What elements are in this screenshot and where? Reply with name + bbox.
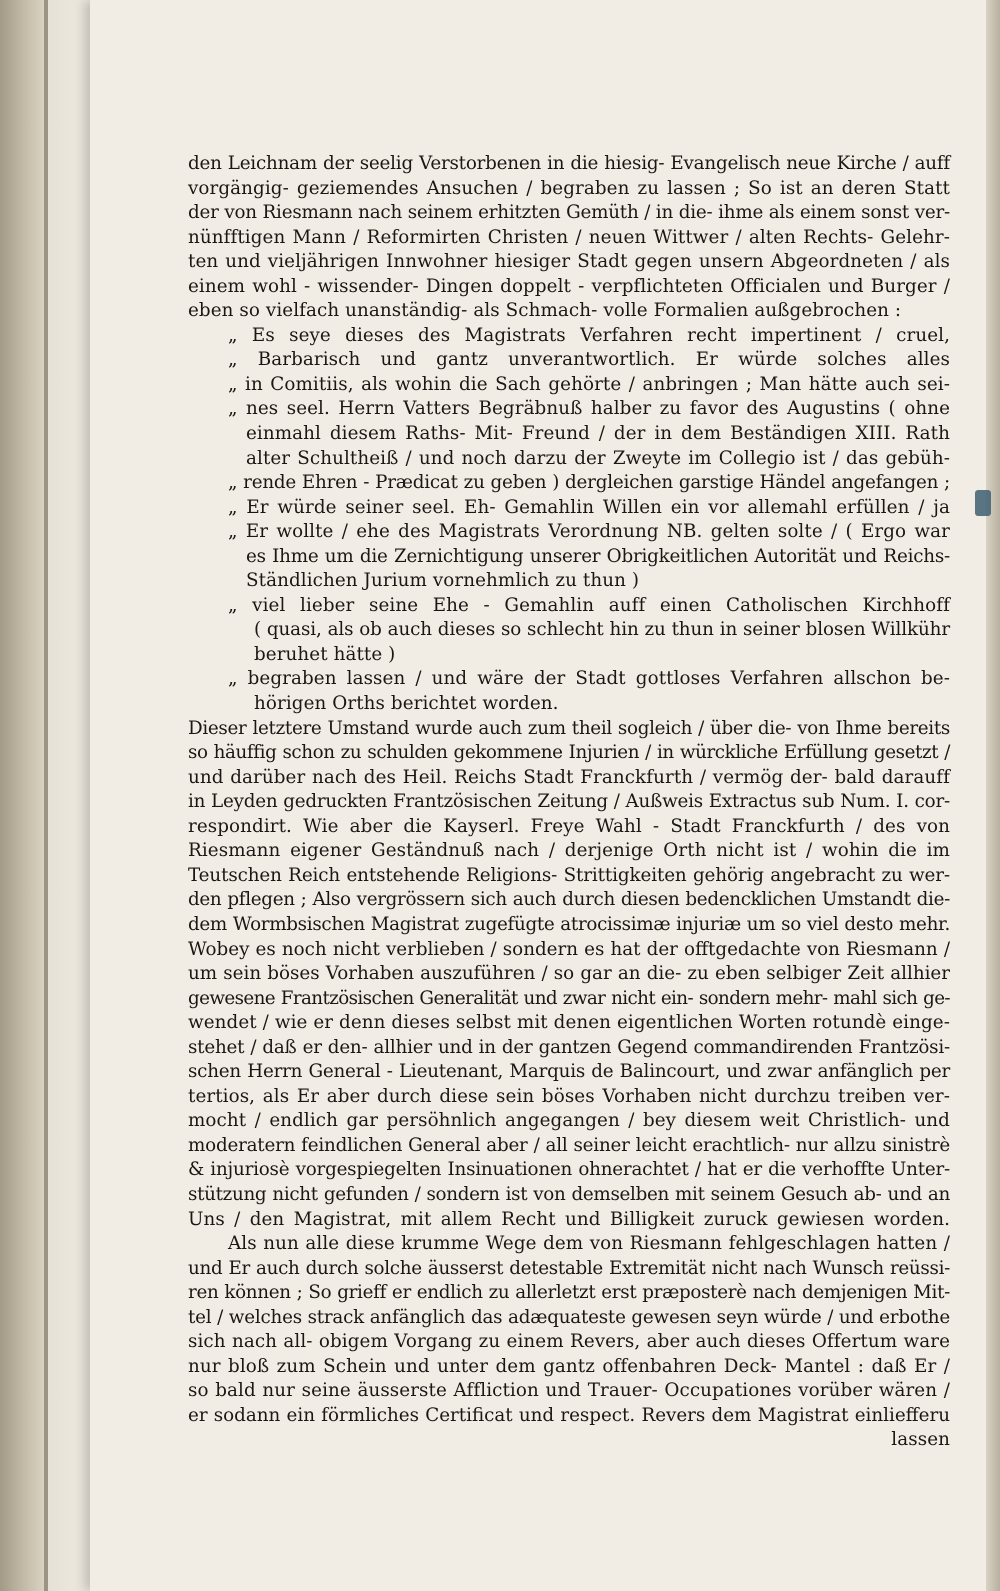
text-line: es Ihme um die Zernichtigung unserer Obrigkeitlichen Autorität und Reichs- xyxy=(246,545,950,567)
text-line: tel / welches strack anfänglich das adæquateste gewesen seyn würde / und erbothe xyxy=(188,1306,950,1328)
text-line: „ viel lieber seine Ehe - Gemahlin auff einen Catholischen Kirchhoff xyxy=(228,594,950,616)
text-line: wendet / wie er denn dieses selbst mit denen eigentlichen Worten rotundè einge- xyxy=(188,1012,950,1034)
text-line: ren können ; So grieff er endlich zu allerletzt erst præposterè nach demjenigen Mit- xyxy=(188,1282,950,1304)
text-line: „ in Comitiis, als wohin die Sach gehörte / anbringen ; Man hätte auch sei- xyxy=(228,373,950,395)
book-cover-rim xyxy=(44,0,48,1591)
text-line: Ständlichen Jurium vornehmlich zu thun ) xyxy=(246,570,640,592)
text-line: moderatern feindlichen General aber / all seiner leicht erachtlich- nur allzu sinistrè xyxy=(188,1134,950,1156)
text-line: dem Wormbsischen Magistrat zugefügte atrocissimæ injuriæ um so viel desto mehr. xyxy=(188,913,950,935)
text-line: „ Barbarisch und gantz unverantwortlich. Er würde solches alles xyxy=(228,349,950,371)
color-marker xyxy=(975,490,991,516)
text-line: stützung nicht gefunden / sondern ist von demselben mit seinem Gesuch ab- und an xyxy=(188,1183,950,1205)
text-line: Uns / den Magistrat, mit allem Recht und Billigkeit zuruck gewiesen worden. xyxy=(188,1208,950,1230)
text-line: mocht / endlich gar persöhnlich angegangen / bey diesem weit Christlich- und xyxy=(188,1110,950,1132)
catchword: lassen xyxy=(891,1429,950,1451)
text-line: hörigen Orths berichtet worden. xyxy=(254,693,559,715)
text-line: und Er auch durch solche äusserst detestable Extremität nicht nach Wunsch reüssi- xyxy=(188,1257,950,1279)
page-text xyxy=(188,152,950,1453)
text-line: um sein böses Vorhaben auszuführen / so gar an die- zu eben selbiger Zeit allhier xyxy=(188,963,950,985)
text-line: respondirt. Wie aber die Kayserl. Freye Wahl - Stadt Franckfurth / des von xyxy=(188,815,950,837)
text-line: beruhet hätte ) xyxy=(254,643,396,665)
text-line: ( quasi, als ob auch dieses so schlecht hin zu thun in seiner blosen Willkühr xyxy=(254,619,950,641)
text-line: Dieser letztere Umstand wurde auch zum theil sogleich / über die- von Ihme bereits xyxy=(188,717,950,739)
text-line: nur bloß zum Schein und unter dem gantz offenbahren Deck- Mantel : daß Er / xyxy=(188,1355,950,1377)
text-line: der von Riesmann nach seinem erhitzten Gemüth / in die- ihme als einem sonst ver- xyxy=(188,202,950,224)
text-line: Riesmann eigener Geständnuß nach / derjenige Orth nicht ist / wohin die im xyxy=(188,840,950,862)
text-line: „ Es seye dieses des Magistrats Verfahren recht impertinent / cruel, xyxy=(228,324,950,346)
text-line: so häuffig schon zu schulden gekommene Injurien / in würckliche Erfüllung gesetzt / xyxy=(188,742,950,764)
text-line: Als nun alle diese krumme Wege dem von Riesmann fehlgeschlagen hatten / xyxy=(228,1233,950,1255)
text-line: eben so vielfach unanständig- als Schmach- volle Formalien außgebrochen : xyxy=(188,300,902,322)
text-line: alter Schultheiß / und noch darzu der Zweyte im Collegio ist / das gebüh- xyxy=(246,447,950,469)
text-line: Wobey es noch nicht verblieben / sondern es hat der offtgedachte von Riesmann / xyxy=(188,938,950,960)
text-line: einem wohl - wissender- Dingen doppelt - verpflichteten Officialen und Burger / xyxy=(188,275,950,297)
text-line: Teutschen Reich entstehende Religions- Strittigkeiten gehörig angebracht zu wer- xyxy=(188,864,950,886)
text-line: den Leichnam der seelig Verstorbenen in die hiesig- Evangelisch neue Kirche / auff xyxy=(188,153,950,174)
text-line: er sodann ein förmliches Certificat und respect. Revers dem Magistrat einliefferu xyxy=(188,1404,950,1426)
text-line: sich nach all- obigem Vorgang zu einem Revers, aber auch dieses Offertum ware xyxy=(188,1331,950,1353)
text-line: „ begraben lassen / und wäre der Stadt gottloses Verfahren allschon be- xyxy=(228,668,950,690)
text-line: den pflegen ; Also vergrössern sich auch durch diesen bedencklichen Umstandt die- xyxy=(188,889,950,911)
text-line: „ Er wollte / ehe des Magistrats Verordnung NB. gelten solte / ( Ergo war xyxy=(228,521,950,543)
text-line: tertios, als Er aber durch diese sein böses Vorhaben nicht durchzu treiben ver- xyxy=(188,1085,950,1107)
text-line: schen Herrn General - Lieutenant, Marquis de Balincourt, und zwar anfänglich per xyxy=(188,1061,950,1083)
text-line: einmahl diesem Raths- Mit- Freund / der in dem Beständigen XIII. Rath xyxy=(246,423,950,445)
text-line: vorgängig- geziemendes Ansuchen / begraben zu lassen ; So ist an deren Statt xyxy=(188,177,950,199)
page-right-edge xyxy=(986,0,1000,1591)
text-line: nünfftigen Mann / Reformirten Christen / neuen Wittwer / alten Rechts- Gelehr- xyxy=(188,226,950,248)
text-line: ten und vieljährigen Innwohner hiesiger Stadt gegen unsern Abgeordneten / als xyxy=(188,251,950,273)
text-line: stehet / daß er den- allhier und in der gantzen Gegend commandirenden Frantzösi- xyxy=(188,1036,950,1058)
text-line: „ rende Ehren - Prædicat zu geben ) dergleichen garstige Händel angefangen ; xyxy=(228,472,950,494)
text-line: „ Er würde seiner seel. Eh- Gemahlin Willen ein vor allemahl erfüllen / ja xyxy=(228,496,950,518)
text-line: so bald nur seine äusserste Affliction und Trauer- Occupationes vorüber wären / xyxy=(188,1380,950,1402)
text-line: in Leyden gedruckten Frantzösischen Zeitung / Außweis Extractus sub Num. I. cor- xyxy=(188,791,950,813)
text-line: „ nes seel. Herrn Vatters Begräbnuß halber zu favor des Augustins ( ohne xyxy=(228,398,950,420)
text-line: und darüber nach des Heil. Reichs Stadt Franckfurth / vermög der- bald darauff xyxy=(188,766,950,788)
text-line: gewesene Frantzösischen Generalität und zwar nicht ein- sondern mehr- mahl sich ge- xyxy=(188,987,950,1009)
text-line: & injuriosè vorgespiegelten Insinuationen ohnerachtet / hat er die verhoffte Unter- xyxy=(188,1159,950,1181)
book-cover-edge xyxy=(0,0,48,1591)
